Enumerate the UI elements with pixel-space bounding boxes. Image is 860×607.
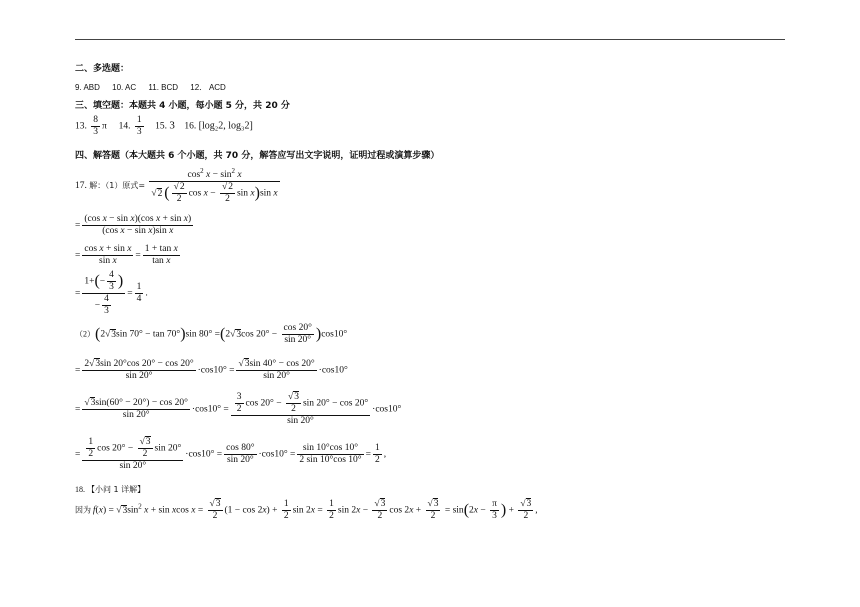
q17-part2-line4: = $\frac{1}{2}$ cos 20° − $\frac{√3}{2}$ sin 20° sin 20° ·cos10° = $\frac{\cos 80^\circ}{\sin 20^\circ}$ ·cos10° = $\frac{\sin 10^\circ\cos 10^\circ}{2 \sin 10^\circ\cos 10^\circ}$ = $\frac{1}{2}$ ,: [75, 437, 387, 471]
q16-value: [log₂2, log₃2]: [198, 120, 253, 132]
q14-fraction: $\frac{1}{3}$: [136, 115, 142, 137]
q16-label: 16.: [184, 121, 197, 132]
q13-fraction: $\frac{8}{3}$: [93, 115, 98, 137]
q17-line3: = $\frac{\text{cos x + sin x}}{\text{sin x}}$ = $\frac{\text{1 + tan x}}{\text{tan x}}$: [75, 244, 178, 266]
section3-title: 三、填空题：本题共 4 小题，每小题 5 分，共 20 分: [75, 101, 290, 111]
q17-main-fraction: $\cos^2 x - \sin^2 x$ √2 ( $\frac{√2}{2}$ cos x − $\frac{√2}{2}$ sin x)sin x: [151, 167, 278, 204]
q18-heading: [75, 484, 145, 495]
q17-part2-label: （2）: [75, 329, 95, 339]
answer-12: 12． ACD: [190, 83, 226, 92]
section4-title: 四、解答题（本大题共 6 个小题，共 70 分，解答应写出文字说明，证明过程或演算步骤）: [75, 151, 440, 161]
q17-label: 17.: [75, 181, 87, 192]
q17-part2-line2: = $\frac{2√3\sin 20^\circ\cos 20^\circ - \cos 20^\circ}{\sin 20^\circ}$ ·cos10° = $\frac{√3\sin 40^\circ - \cos 20^\circ}{\sin 20^\circ}$ ·cos10°: [75, 359, 348, 381]
header-rule: [75, 39, 785, 40]
q17-line4: = 1+(− $\frac{4}{3}$ ) − $\frac{4}{3}$ = $\frac{1}{4}$ .: [75, 270, 148, 316]
q18-label: 18.: [75, 485, 85, 494]
section2-answers: [75, 82, 236, 93]
q17-line2: = $\frac{\text{(cos x − sin x)(cos x + sin x)}}{\text{(cos x − sin x)sin x}}$: [75, 214, 192, 236]
answer-11: 11. BCD: [148, 83, 179, 92]
q18-line1: 因为 $f(x) = √3\sin^2$ x + sin xcos x = $\frac{√3}{2}$ (1 − cos 2x) + $\frac{1}{2}$ sin 2x = $\frac{1}{2}$ sin 2x − $\frac{√3}{2}$ cos 2x + $\frac{√3}{2}$ = sin(2x − $\frac{\pi}{3}$ ) + $\frac{√3}{2}$ ,: [75, 499, 538, 521]
q17-line1: [75, 167, 282, 205]
section2-title: 二、多选题：: [75, 64, 130, 74]
q15-value: 3: [169, 119, 175, 132]
q14-label: 14.: [118, 121, 131, 132]
answer-9: 9. ABD: [75, 83, 100, 92]
q13-label: 13.: [75, 121, 87, 132]
q18-bracket: 【小问 1 详解】: [87, 485, 146, 494]
answer-10: 10. AC: [112, 83, 137, 92]
q18-because: 因为: [75, 505, 91, 515]
q17-part2-line1: （2）(2√3sin 70° − tan 70°)sin 80° =(2√3cos 20° − $\frac{\cos 20^\circ}{\sin 20^\circ}$ )cos10°: [75, 323, 348, 345]
q17-part2-line3: = $\frac{√3\sin(60^\circ - 20^\circ) - \cos 20^\circ}{\sin 20^\circ}$ ·cos10° = $\frac{3}{2}$ cos 20° − $\frac{√3}{2}$ sin 20° − cos 20° sin 20° ·cos10°: [75, 392, 402, 426]
q17-intro: 解：（1）原式=: [89, 181, 146, 191]
q15-label: 15.: [155, 121, 168, 132]
section3-answers: 13. $\frac{8}{3}$ π 14. $\frac{1}{3}$ 15. 3 16. [log₂2, log₃2]: [75, 115, 253, 137]
